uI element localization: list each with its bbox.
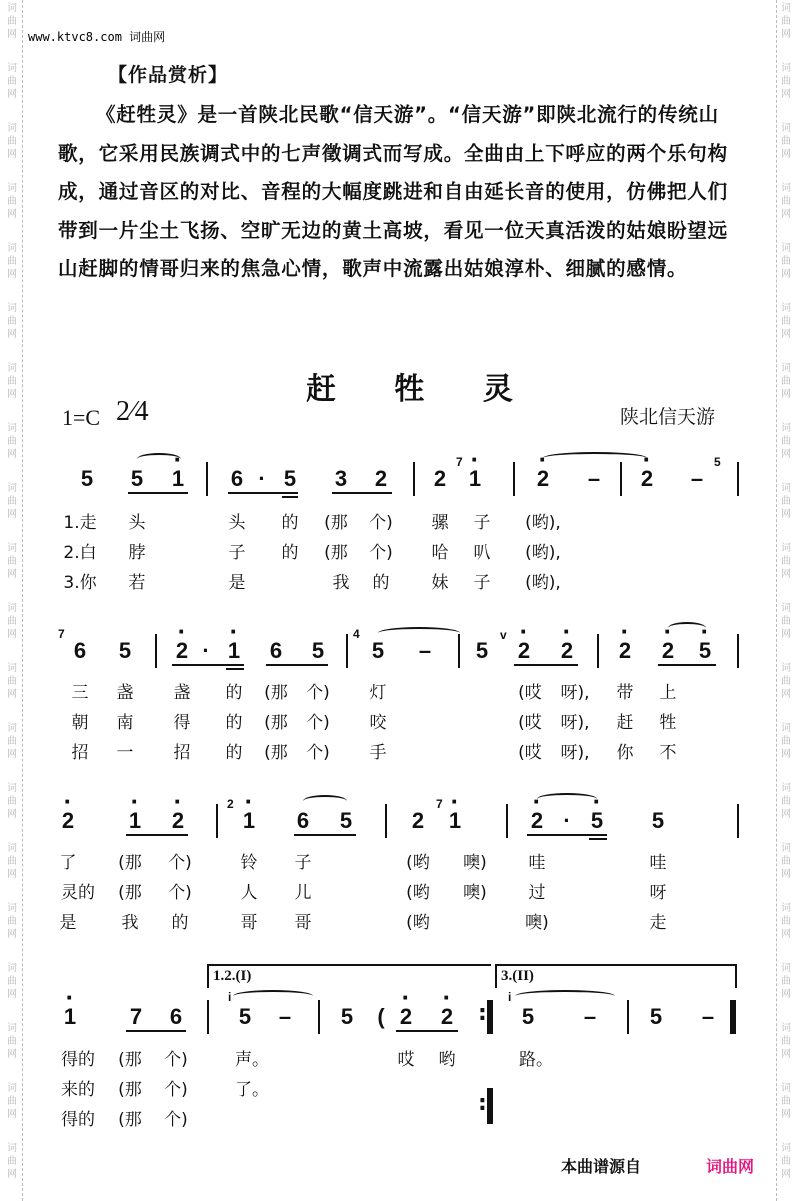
watermark-block: 词 曲 网	[7, 423, 17, 460]
underline	[228, 492, 298, 494]
bar-line	[737, 804, 739, 838]
double-bar	[487, 1088, 493, 1124]
song-title: 赶 牲 灵	[306, 372, 537, 407]
watermark-block: 词 曲 网	[781, 363, 791, 400]
bar-line	[737, 462, 739, 496]
key-signature: 1=C	[62, 405, 101, 430]
underline	[527, 834, 607, 836]
note: 6	[230, 466, 244, 491]
note: · 2	[441, 1004, 453, 1030]
watermark-block: 词 曲 网	[7, 903, 17, 940]
note: · 2	[662, 638, 674, 664]
note: 5	[521, 1004, 535, 1029]
volta-2: 3.(II)	[495, 964, 737, 988]
watermark-block: 词 曲 网	[781, 1083, 791, 1120]
double-bar	[487, 1000, 493, 1034]
watermark-block: 词 曲 网	[781, 843, 791, 880]
bar-line	[737, 634, 739, 668]
grace-note: 7	[436, 797, 443, 811]
bar-line	[597, 634, 599, 668]
note: 5	[238, 1004, 252, 1029]
watermark-block: 词 曲 网	[781, 1143, 791, 1180]
underline	[332, 492, 392, 494]
note: · 2	[537, 466, 549, 492]
breath-mark: v	[500, 628, 507, 642]
song-origin: 陕北信天游	[620, 406, 716, 428]
watermark-divider-left	[22, 0, 23, 1201]
note: · 2	[531, 808, 543, 834]
note: · 5	[699, 638, 711, 664]
repeat-sign: :	[478, 1091, 487, 1116]
note: · 1	[228, 638, 240, 664]
underline	[589, 838, 607, 840]
note: · 1	[64, 1004, 76, 1030]
underline	[294, 834, 356, 836]
grace-note: 5	[714, 455, 721, 469]
watermark-block: 词 曲 网	[781, 3, 791, 40]
note: 5	[475, 638, 489, 663]
watermark-block: 词 曲 网	[781, 963, 791, 1000]
grace-note: 4	[353, 627, 360, 641]
underline	[226, 668, 244, 670]
repeat-sign: :	[478, 1001, 487, 1026]
slur	[303, 795, 347, 807]
slur	[378, 627, 460, 639]
watermark-block: 词 曲 网	[7, 63, 17, 100]
note: 6	[269, 638, 283, 663]
note: –	[583, 1004, 597, 1029]
note: · 2	[619, 638, 631, 664]
bar-line	[413, 462, 415, 496]
watermark-block: 词 曲 网	[7, 3, 17, 40]
note: ·	[202, 638, 210, 663]
note: 5	[649, 1004, 663, 1029]
underline	[172, 664, 244, 666]
bar-line	[506, 804, 508, 838]
watermark-block: 词 曲 网	[7, 783, 17, 820]
note: · 2	[400, 1004, 412, 1030]
watermark-block: 词 曲 网	[7, 663, 17, 700]
watermark-block: 词 曲 网	[7, 723, 17, 760]
slur	[233, 990, 313, 1002]
note: 6	[296, 808, 310, 833]
underline	[658, 664, 716, 666]
watermark-block: 词 曲 网	[7, 603, 17, 640]
site-name: 词曲网	[129, 30, 166, 44]
watermark-column-right	[776, 0, 796, 1201]
note: –	[418, 638, 432, 663]
grace-note: i	[228, 990, 232, 1004]
slur	[543, 452, 647, 464]
note: 5	[371, 638, 385, 663]
note: –	[587, 466, 601, 491]
watermark-block: 词 曲 网	[781, 423, 791, 460]
grace-note: i	[508, 990, 512, 1004]
watermark-block: 词 曲 网	[7, 843, 17, 880]
note: 5	[130, 466, 144, 491]
source-label: 本曲谱源自	[561, 1157, 642, 1176]
watermark-block: 词 曲 网	[781, 603, 791, 640]
site-header	[28, 28, 165, 45]
slur	[537, 793, 597, 805]
note: 5	[340, 1004, 354, 1029]
watermark-block: 词 曲 网	[781, 663, 791, 700]
underline	[266, 664, 328, 666]
bar-line	[155, 634, 157, 668]
watermark-block: 词 曲 网	[7, 183, 17, 220]
final-bar	[730, 1000, 736, 1034]
note: 2	[411, 808, 425, 833]
note: 5	[283, 466, 297, 491]
note: · 2	[172, 808, 184, 834]
slur	[137, 453, 181, 465]
watermark-block: 词 曲 网	[781, 903, 791, 940]
watermark-block: 词 曲 网	[781, 723, 791, 760]
watermark-column-left	[2, 0, 22, 1201]
note: · 2	[641, 466, 653, 492]
note: –	[690, 466, 704, 491]
appreciation-title: 【作品赏析】	[108, 64, 229, 86]
note: (	[377, 1004, 385, 1029]
note: 6	[169, 1004, 183, 1029]
note: –	[278, 1004, 292, 1029]
note: 3	[334, 466, 348, 491]
bar-line	[627, 1000, 629, 1034]
note: · 1	[172, 466, 184, 492]
note: 5	[118, 638, 132, 663]
site-url: www.ktvc8.com	[28, 30, 122, 44]
note: –	[701, 1004, 715, 1029]
grace-note: 2	[227, 797, 234, 811]
note: ·	[258, 466, 266, 491]
watermark-block: 词 曲 网	[781, 123, 791, 160]
underline	[514, 664, 578, 666]
slur	[515, 990, 615, 1002]
appreciation-text: 《赶牲灵》是一首陕北民歌“信天游”。“信天游”即陕北流行的传统山歌，它采用民族调式中的七声徵调式而写成。全曲由上下呼应的两个乐句构成，通过音区的对比、音程的大幅度跳进和自由延长音的使用，仿佛把人们带到一片尘土飞扬、空旷无边的黄土高坡，看见一位天真活泼的姑娘盼望远山赶脚的情哥归来的焦急心情，歌声中流露出姑娘淳朴、细腻的感情。	[58, 103, 728, 280]
time-signature: 2⁄4	[116, 396, 149, 427]
watermark-block: 词 曲 网	[781, 303, 791, 340]
note: 2	[374, 466, 388, 491]
bar-line	[620, 462, 622, 496]
watermark-block: 词 曲 网	[7, 543, 17, 580]
note: 5	[651, 808, 665, 833]
watermark-block: 词 曲 网	[781, 483, 791, 520]
watermark-block: 词 曲 网	[7, 1083, 17, 1120]
note: · 1	[129, 808, 141, 834]
note: ·	[563, 808, 571, 833]
bar-line	[206, 462, 208, 496]
note: 6	[73, 638, 87, 663]
underline	[126, 834, 188, 836]
note: · 1	[469, 466, 481, 492]
watermark-block: 词 曲 网	[781, 63, 791, 100]
note: · 1	[449, 808, 461, 834]
note: · 1	[243, 808, 255, 834]
note: · 2	[176, 638, 188, 664]
bar-line	[513, 462, 515, 496]
note: · 2	[62, 808, 74, 834]
watermark-block: 词 曲 网	[7, 963, 17, 1000]
grace-note: 7	[58, 627, 65, 641]
note: · 2	[561, 638, 573, 664]
note: · 2	[518, 638, 530, 664]
watermark-block: 词 曲 网	[781, 543, 791, 580]
grace-note: 7	[456, 455, 463, 469]
watermark-block: 词 曲 网	[7, 1143, 17, 1180]
slur	[668, 622, 706, 634]
watermark-block: 词 曲 网	[7, 243, 17, 280]
underline	[282, 496, 298, 498]
watermark-block: 词 曲 网	[7, 123, 17, 160]
bar-line	[346, 634, 348, 668]
watermark-block: 词 曲 网	[7, 363, 17, 400]
bar-line	[207, 1000, 209, 1034]
note: · 5	[591, 808, 603, 834]
volta-1: 1.2.(I)	[207, 964, 491, 988]
bar-line	[216, 804, 218, 838]
watermark-block: 词 曲 网	[7, 1023, 17, 1060]
underline	[126, 1030, 186, 1032]
bar-line	[458, 634, 460, 668]
underline	[396, 1030, 458, 1032]
watermark-block: 词 曲 网	[781, 183, 791, 220]
bar-line	[318, 1000, 320, 1034]
watermark-block: 词 曲 网	[781, 243, 791, 280]
watermark-block: 词 曲 网	[7, 303, 17, 340]
note: 7	[129, 1004, 143, 1029]
bar-line	[385, 804, 387, 838]
note: 5	[339, 808, 353, 833]
note: 2	[433, 466, 447, 491]
underline	[128, 492, 188, 494]
watermark-block: 词 曲 网	[781, 1023, 791, 1060]
watermark-block: 词 曲 网	[781, 783, 791, 820]
note: 5	[80, 466, 94, 491]
note: 5	[311, 638, 325, 663]
watermark-block: 词 曲 网	[7, 483, 17, 520]
brand-link[interactable]: 词曲网	[706, 1157, 755, 1176]
